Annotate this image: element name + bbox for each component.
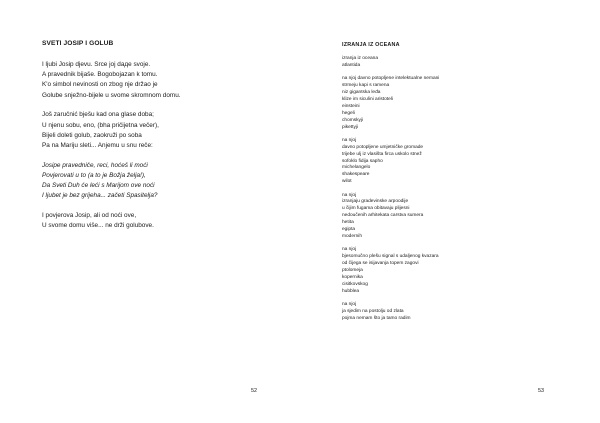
poem-line: cisitkovskog xyxy=(342,281,368,287)
stanza xyxy=(342,56,582,70)
stanza xyxy=(342,193,582,241)
poem-line: na njoj xyxy=(342,192,357,198)
page-number: 52 xyxy=(251,388,257,394)
poem-line: hetita xyxy=(342,220,354,226)
poem-body xyxy=(342,56,582,329)
stanza xyxy=(42,110,282,151)
poem-line: izranja iz oceana xyxy=(342,56,378,61)
poem-line: hegeli xyxy=(342,110,355,116)
poem-line: na njoj xyxy=(342,302,357,308)
poem-line: modernih xyxy=(342,234,362,240)
poem-line: ptolomeja xyxy=(342,268,363,274)
poem-line: pikettyji xyxy=(342,124,358,130)
poem-line: u čijim fugama obitavaju plijesni xyxy=(342,206,410,212)
poem-line: od čijega se isijavanja topem zagovi xyxy=(342,261,419,267)
poem-line: I ljubet je bez grijeha... začeti Spasitelja? xyxy=(42,192,158,200)
poem-line: klize im siculini aristoteli xyxy=(342,96,393,102)
poem-line: na njoj xyxy=(342,137,357,143)
stanza xyxy=(42,211,282,231)
poem-line: K'o simbol nevinosti on zbog nje držao je xyxy=(42,81,158,89)
poem-line: kopernika xyxy=(342,274,363,280)
poem-line: chomskyji xyxy=(342,117,364,123)
poem-line: izranjaju gradevinske arpoodije xyxy=(342,199,409,205)
poem-line: ja sjedim na postolju od zlata xyxy=(342,308,404,314)
poem-line: hubblea xyxy=(342,288,360,294)
poem-line: I povjerova Josip, ali od noći ove, xyxy=(42,211,137,219)
poem-line: sofoklo fidija sapho xyxy=(342,158,383,164)
poem-line: nedoučenih arhitekata carstva sumera xyxy=(342,213,424,219)
poem-body xyxy=(42,60,282,241)
stanza xyxy=(42,60,282,101)
poem-line: I ljubi Josip djevu. Srce joj daде svoje. xyxy=(42,61,151,68)
page-number: 53 xyxy=(538,388,544,394)
poem-line: U svome domu više... ne drži golubove. xyxy=(42,222,154,230)
poem-line: michelangelo xyxy=(342,165,371,171)
poem-line: davno potopljene umjetničke gromade xyxy=(342,144,424,150)
poem-line: Josipe pravedniče, reci, hoćeš li moći xyxy=(42,161,148,169)
poem-line: trijebe ulj iz vlasišta firca uskolo stnež xyxy=(342,151,422,157)
poem-title: IZRANJA IZ OCEANA xyxy=(342,42,400,48)
stanza xyxy=(342,138,582,186)
poem-line: strmeju kapi s ramena xyxy=(342,83,390,89)
poem-title: SVETI JOSIP I GOLUB xyxy=(42,40,114,47)
poem-line: Da Sveti Duh će leći s Marijom ove noći xyxy=(42,182,155,190)
stanza xyxy=(342,76,582,131)
poem-line: niz gigantska leđa xyxy=(342,90,381,96)
poem-line: einsteini xyxy=(342,103,360,109)
poem-line: A pravednik bijaše. Bogobojazan k tomu. xyxy=(42,71,158,79)
poem-line: atlantida xyxy=(342,62,361,68)
poem-line: Još zaručnić bješu kad ona glase doba; xyxy=(42,111,154,119)
poem-line: egipta xyxy=(342,227,356,233)
poem-line: Povjerovati u to (a to je Božja želja!), xyxy=(42,171,146,179)
poem-line: U njenu sobu, eno, (bha pričijetna večer), xyxy=(42,121,159,129)
poem-line: bjesomučno plešu signal s udaljenog kvazara xyxy=(342,254,439,260)
stanza-italic xyxy=(42,161,282,202)
poem-line: Bijeli doleti golub, zaokruži po soba xyxy=(42,131,142,139)
poem-line: pojma nemam što ja tamo radim xyxy=(342,315,411,321)
poem-line: wilot xyxy=(342,179,352,185)
stanza xyxy=(342,247,582,295)
stanza xyxy=(342,302,582,323)
poem-line: shakespeare xyxy=(342,172,370,178)
poem-line: Pa na Mariju sleti... Anjemu u snu reče: xyxy=(42,141,153,149)
right-page xyxy=(300,0,600,423)
poem-line: na njoj xyxy=(342,247,357,253)
poem-line: Golube snježno-bijele u svome skromnom domu. xyxy=(42,91,181,99)
poem-line: na njoj davno potopljene intelektualne nemani xyxy=(342,76,440,82)
